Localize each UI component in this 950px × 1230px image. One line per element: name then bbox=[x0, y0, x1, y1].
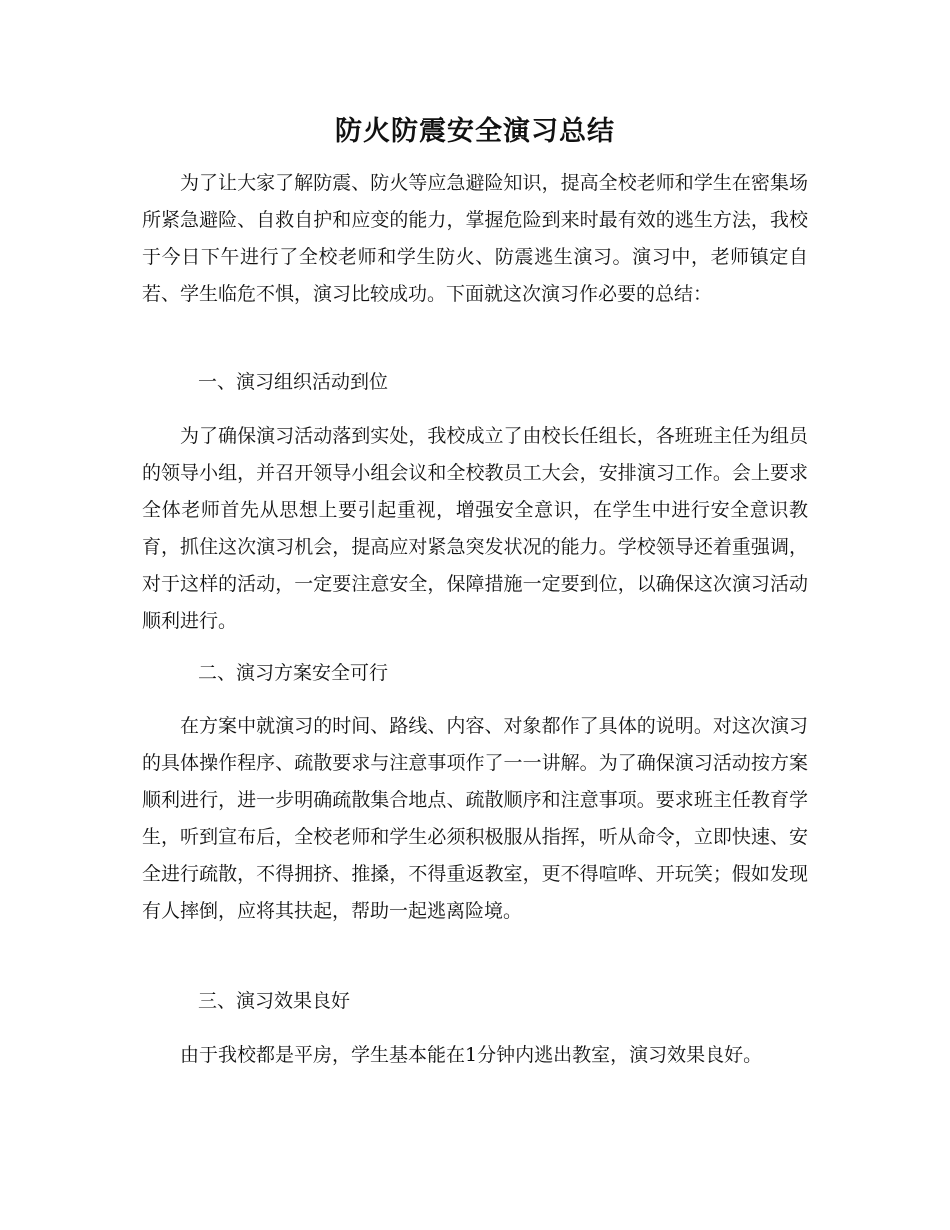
section-heading-2: 二、演习方案安全可行 bbox=[198, 662, 389, 684]
section-heading-3: 三、演习效果良好 bbox=[198, 990, 351, 1012]
section-body-3: 由于我校都是平房，学生基本能在1分钟内逃出教室，演习效果良好。 bbox=[180, 1044, 763, 1066]
document-title: 防火防震安全演习总结 bbox=[335, 116, 615, 147]
section-heading-1: 一、演习组织活动到位 bbox=[198, 371, 389, 393]
section-body-1: 为了确保演习活动落到实处，我校成立了由校长任组长，各班班主任为组员的领导小组，并召开领导小组会议和全校教员工大会，安排演习工作。会上要求全体老师首先从思想上要引起重视，增强安全意识，在学生中进行安全意识教育，抓住这次演习机会，提高应对紧急突发状况的能力。学校领导还着重强调，对于这样的活动，一定要注意安全，保障措施一定要到位，以确保这次演习活动顺利进行。 bbox=[142, 425, 808, 632]
section-body-2: 在方案中就演习的时间、路线、内容、对象都作了具体的说明。对这次演习的具体操作程序、疏散要求与注意事项作了一一讲解。为了确保演习活动按方案顺利进行，进一步明确疏散集合地点、疏散顺序和注意事项。要求班主任教育学生，听到宣布后，全校老师和学生必须积极服从指挥，听从命令，立即快速、安全进行疏散，不得拥挤、推搡，不得重返教室，更不得喧哗、开玩笑；假如发现有人摔倒，应将其扶起，帮助一起逃离险境。 bbox=[142, 715, 808, 922]
intro-paragraph: 为了让大家了解防震、防火等应急避险知识，提高全校老师和学生在密集场所紧急避险、自救自护和应变的能力，掌握危险到来时最有效的逃生方法，我校于今日下午进行了全校老师和学生防火、防震逃生演习。演习中，老师镇定自若、学生临危不惧，演习比较成功。下面就这次演习作必要的总结： bbox=[142, 172, 808, 305]
